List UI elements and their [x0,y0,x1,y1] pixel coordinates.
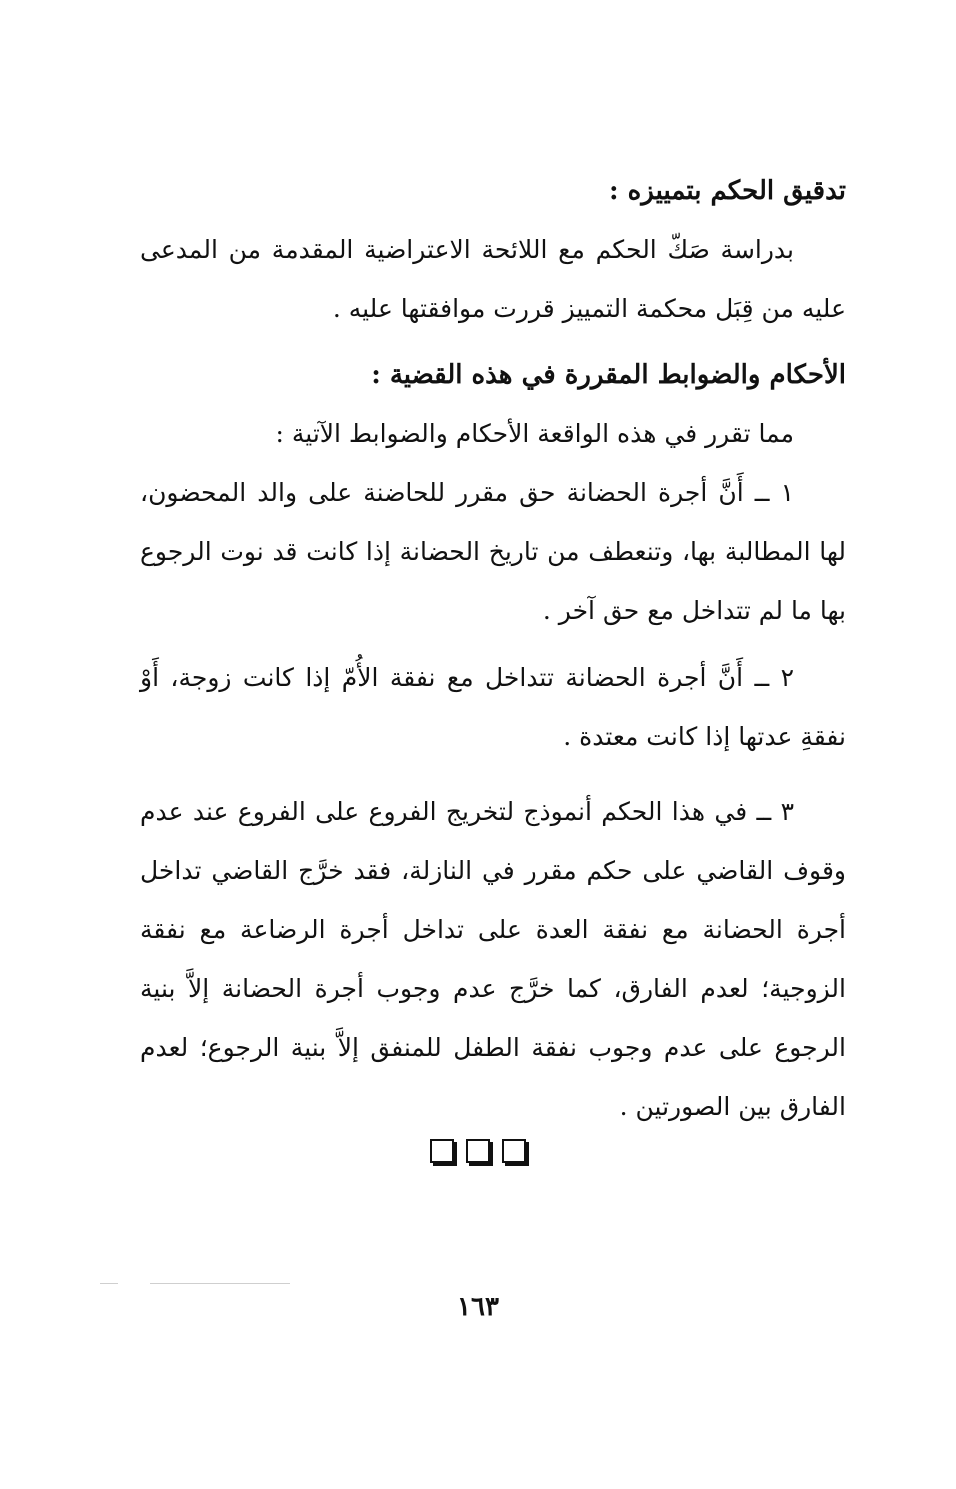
square-ornament-icon [430,1139,454,1163]
section-heading-rulings-and-rules: الأحكام والضوابط المقررة في هذه القضية : [371,360,846,390]
scan-speck [100,1283,118,1284]
page-body [140,162,846,1136]
page-number: ١٦٣ [457,1292,499,1322]
spacer [140,766,846,782]
square-ornament-icon [502,1139,526,1163]
spacer [140,640,846,648]
scan-speck [150,1283,290,1284]
spacer [140,338,846,346]
intro-line: مما تقرر في هذه الواقعة الأحكام والضوابط الآتية : [275,419,794,448]
paragraph-ruling-review: بدراسة صَكّ الحكم مع اللائحة الاعتراضية المقدمة من المدعى عليه من قِبَل محكمة التمييز قررت موافقتها عليه . [140,235,846,323]
section-end-ornament [0,1139,956,1163]
ruling-item-3: ٣ ــ في هذا الحكم أنموذج لتخريج الفروع على الفروع عند عدم وقوف القاضي على حكم مقرر في النازلة، فقد خرَّج القاضي تداخل أجرة الحضانة مع نفقة العدة على تداخل أجرة الرضاعة مع نفقة الزوجية؛ لعدم الفارق، كما خرَّج عدم وجوب أجرة الحضانة إلاَّ بنية الرجوع على عدم وجوب نفقة الطفل للمنفق إلاَّ بنية الرجوع؛ لعدم الفارق بين الصورتين . [140,797,846,1121]
ruling-item-2: ٢ ــ أَنَّ أجرة الحضانة تتداخل مع نفقة الأُمّ إذا كانت زوجة، أَوْ نفقةِ عدتها إذا كانت معتدة . [140,663,846,751]
ruling-item-1: ١ ــ أَنَّ أجرة الحضانة حق مقرر للحاضنة على والد المحضون، لها المطالبة بها، وتنعطف من تاريخ الحضانة إذا كانت قد نوت الرجوع بها ما لم تتداخل مع حق آخر . [140,478,846,625]
square-ornament-icon [466,1139,490,1163]
section-heading-ruling-review: تدقيق الحكم بتمييزه : [609,176,846,206]
